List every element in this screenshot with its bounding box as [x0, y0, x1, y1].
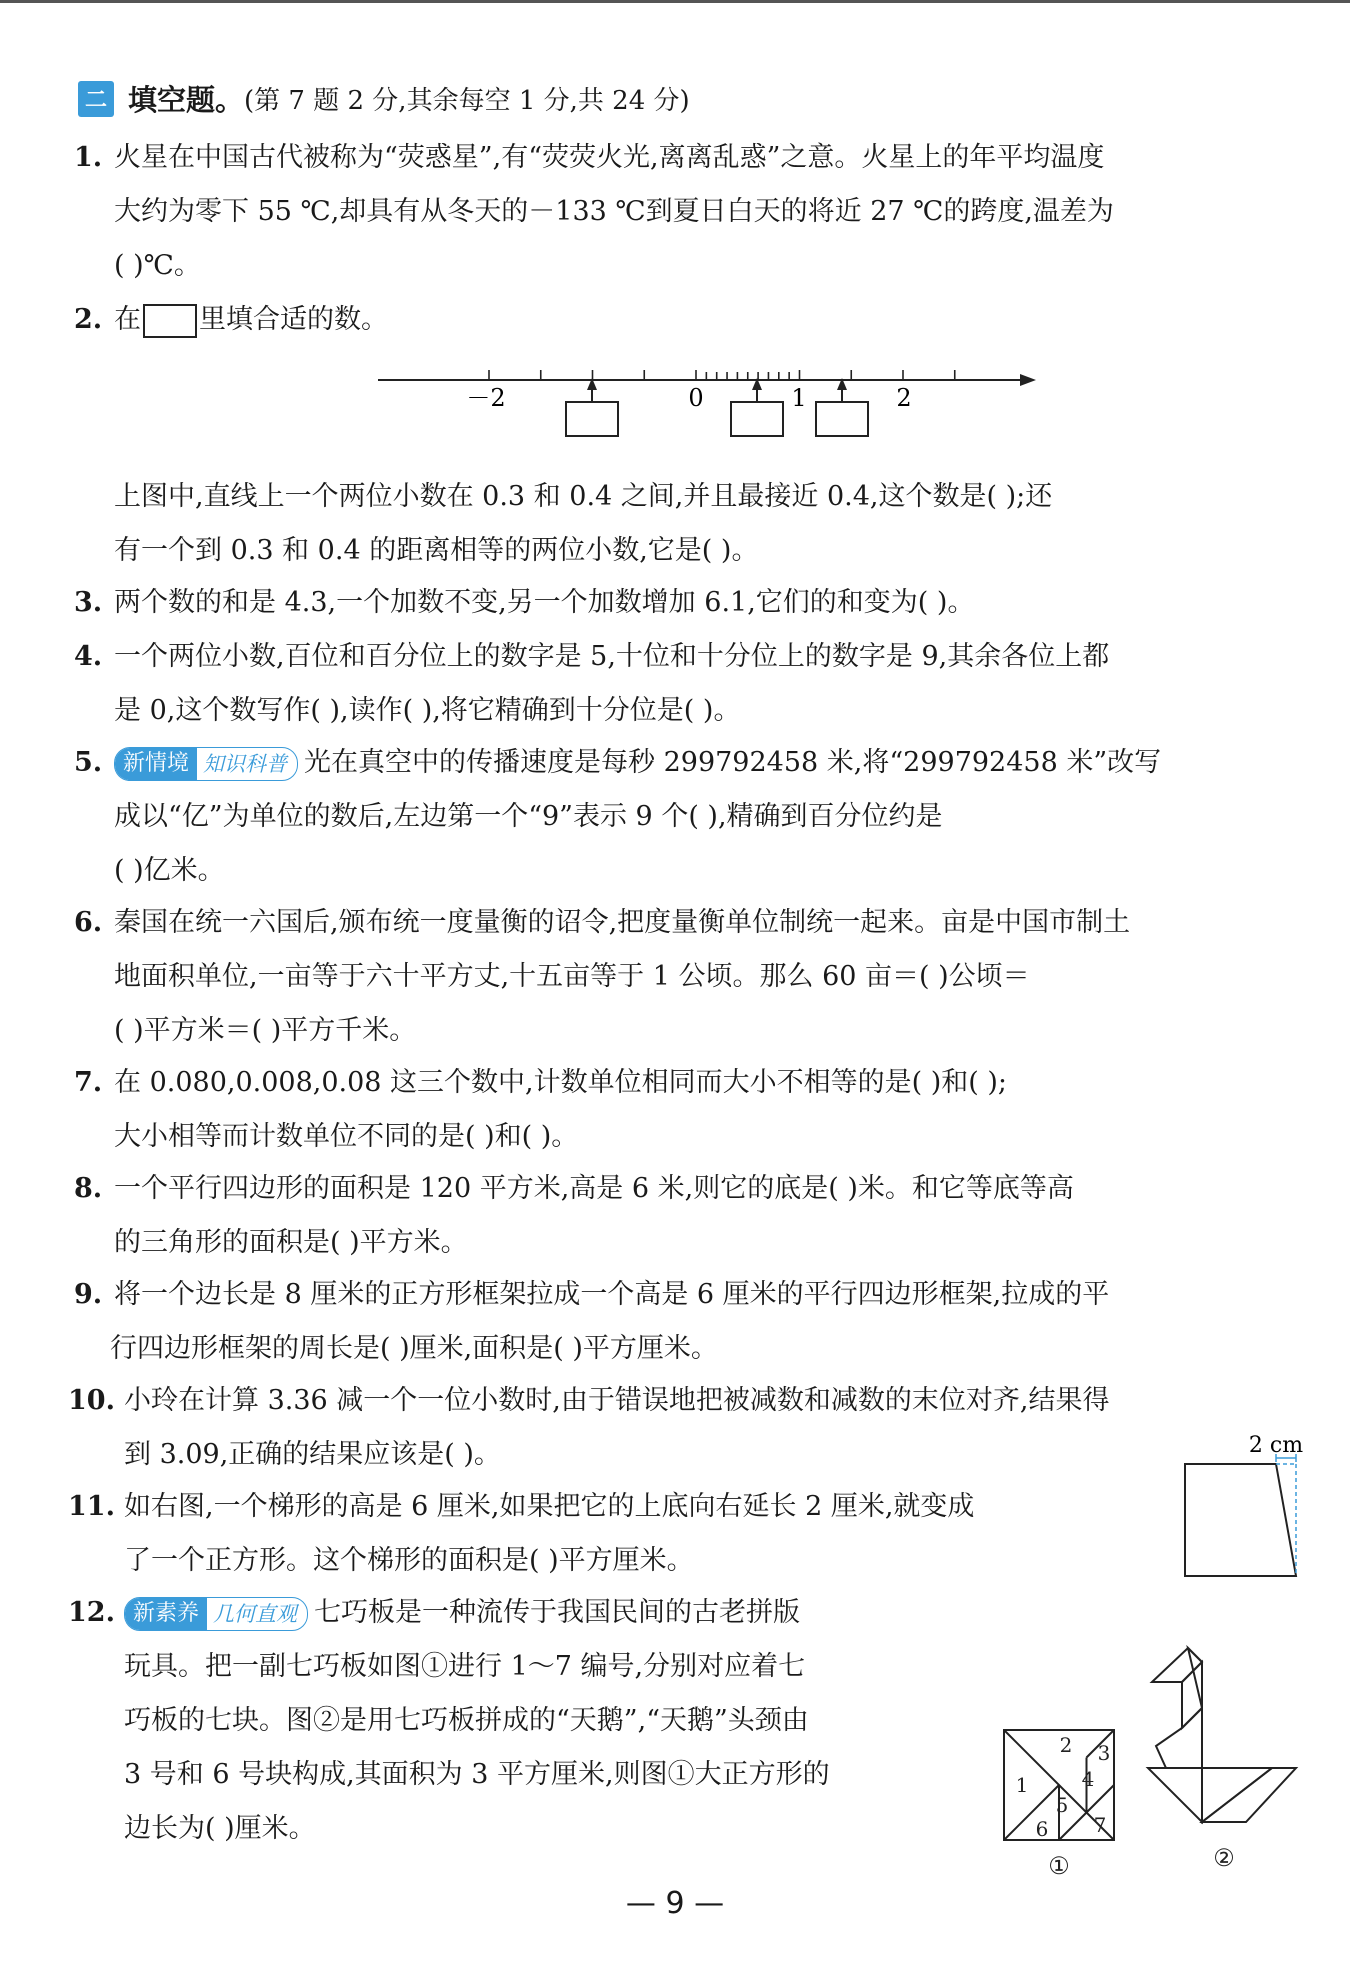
- question-10: [68, 1374, 1109, 1482]
- question-text: ( )平方米＝( )平方千米。: [114, 1015, 417, 1046]
- number-line-figure: [0, 360, 1350, 480]
- question-text: 玩具。把一副七巧板如图①进行 1～7 编号,分别对应着七: [124, 1651, 806, 1682]
- piece-label: 2: [1059, 1733, 1073, 1757]
- question-number: 11.: [68, 1491, 115, 1522]
- question-text: 在 0.080,0.008,0.08 这三个数中,计数单位相同而大小不相等的是( )和( );: [114, 1067, 1008, 1098]
- new-literacy-tag: [124, 1597, 308, 1631]
- tangram-figure-2: [1142, 1628, 1302, 1878]
- section-note: (第 7 题 2 分,其余每空 1 分,共 24 分): [244, 86, 690, 116]
- question-11: [68, 1480, 974, 1588]
- question-12: [68, 1586, 830, 1856]
- tag-sub-label: 知识科普: [203, 751, 288, 776]
- question-text: 在: [114, 304, 141, 335]
- question-text: 有一个到 0.3 和 0.4 的距离相等的两位小数,它是( )。: [114, 535, 759, 566]
- arrow-head: [1020, 374, 1036, 386]
- question-number: 2.: [74, 304, 103, 335]
- question-text: 里填合适的数。: [199, 304, 388, 335]
- question-text: 一个平行四边形的面积是 120 平方米,高是 6 米,则它的底是( )米。和它等底等高: [114, 1173, 1074, 1204]
- question-2-text: [114, 470, 1052, 578]
- tag-label: 新素养: [125, 1598, 207, 1630]
- question-number: 8.: [74, 1173, 103, 1204]
- question-text: 是 0,这个数写作( ),读作( ),将它精确到十分位是( )。: [114, 695, 741, 726]
- section-badge: 二: [78, 81, 114, 117]
- question-text: 七巧板是一种流传于我国民间的古老拼版: [314, 1597, 801, 1628]
- question-number: 12.: [68, 1597, 115, 1628]
- question-text: 一个两位小数,百位和百分位上的数字是 5,十位和十分位上的数字是 9,其余各位上都: [114, 641, 1110, 672]
- question-text: 3 号和 6 号块构成,其面积为 3 平方厘米,则图①大正方形的: [124, 1759, 830, 1790]
- question-text: 地面积单位,一亩等于六十平方丈,十五亩等于 1 公顷。那么 60 亩＝( )公顷＝: [114, 961, 1030, 992]
- extension-label: 2 cm: [1248, 1433, 1304, 1458]
- section-header: [78, 78, 690, 119]
- swan-neck: [1188, 1648, 1202, 1708]
- question-number: 9.: [74, 1279, 103, 1310]
- question-text: 大约为零下 55 ℃,却具有从冬天的－133 ℃到夏日白天的将近 27 ℃的跨度,温差为: [114, 196, 1114, 227]
- swan-chest: [1156, 1708, 1202, 1768]
- question-8: [74, 1162, 1074, 1270]
- ticks: [489, 370, 955, 380]
- question-5: [74, 736, 1161, 898]
- tick-label-0: 0: [688, 384, 704, 412]
- question-3: [74, 576, 974, 630]
- question-text: 上图中,直线上一个两位小数在 0.3 和 0.4 之间,并且最接近 0.4,这个数是( );还: [114, 481, 1053, 512]
- tangram-edge: [1004, 1785, 1059, 1840]
- tag-sub-label: 几何直观: [213, 1601, 298, 1626]
- tick-label-2: 2: [896, 384, 912, 412]
- tick-label-1: 1: [791, 384, 807, 412]
- question-text: 秦国在统一六国后,颁布统一度量衡的诏令,把度量衡单位制统一起来。亩是中国市制土: [114, 907, 1131, 938]
- question-text: 行四边形框架的周长是( )厘米,面积是( )平方厘米。: [110, 1333, 718, 1364]
- section-title: 填空题。: [128, 83, 245, 117]
- new-context-tag: [114, 747, 298, 781]
- question-text: 的三角形的面积是( )平方米。: [114, 1227, 468, 1258]
- swan-body-left: [1148, 1768, 1202, 1822]
- tag-label: 新情境: [115, 748, 197, 780]
- piece-label: 3: [1097, 1741, 1111, 1765]
- question-text: 将一个边长是 8 厘米的正方形框架拉成一个高是 6 厘米的平行四边形框架,拉成的平: [114, 1279, 1110, 1310]
- question-text: 边长为( )厘米。: [124, 1813, 316, 1844]
- question-text: 大小相等而计数单位不同的是( )和( )。: [114, 1121, 579, 1152]
- question-number: 7.: [74, 1067, 103, 1098]
- question-text: 到 3.09,正确的结果应该是( )。: [124, 1439, 501, 1470]
- question-number: 5.: [74, 747, 103, 778]
- question-number: 6.: [74, 907, 103, 938]
- answer-box: [731, 402, 783, 436]
- tangram-figure-1: [1002, 1728, 1122, 1878]
- question-2: [74, 293, 388, 347]
- question-number: 3.: [74, 587, 103, 618]
- question-number: 10.: [68, 1385, 115, 1416]
- piece-label: 1: [1015, 1773, 1029, 1797]
- question-text: 如右图,一个梯形的高是 6 厘米,如果把它的上底向右延长 2 厘米,就变成: [124, 1491, 975, 1522]
- question-text: ( )℃。: [114, 250, 201, 281]
- question-number: 4.: [74, 641, 103, 672]
- answer-box: [816, 402, 868, 436]
- question-1: [74, 131, 1114, 293]
- figure-label: ①: [1048, 1852, 1070, 1880]
- question-text: 火星在中国古代被称为“荧惑星”,有“荧荧火光,离离乱惑”之意。火星上的年平均温度: [114, 142, 1105, 173]
- question-text: ( )亿米。: [114, 855, 225, 886]
- piece-label: 6: [1035, 1817, 1049, 1841]
- question-text: 小玲在计算 3.36 减一个一位小数时,由于错误地把被减数和减数的末位对齐,结果得: [124, 1385, 1110, 1416]
- question-text: 了一个正方形。这个梯形的面积是( )平方厘米。: [124, 1545, 694, 1576]
- question-text: 光在真空中的传播速度是每秒 299792458 米,将“299792458 米”改写: [304, 747, 1162, 778]
- question-text: 两个数的和是 4.3,一个加数不变,另一个加数增加 6.1,它们的和变为( )。: [114, 587, 975, 618]
- piece-label: 5: [1055, 1793, 1069, 1817]
- question-text: 成以“亿”为单位的数后,左边第一个“9”表示 9 个( ),精确到百分位约是: [114, 801, 943, 832]
- question-6: [74, 896, 1130, 1058]
- answer-box: [143, 304, 197, 338]
- question-7: [74, 1056, 1007, 1164]
- page-number: — 9 —: [625, 1886, 725, 1921]
- swan-tail: [1202, 1768, 1296, 1822]
- question-text: 巧板的七块。图②是用七巧板拼成的“天鹅”,“天鹅”头颈由: [124, 1705, 809, 1736]
- tick-label-minus-2: －2: [466, 384, 506, 412]
- trapezoid-shape: [1185, 1464, 1296, 1576]
- question-number: 1.: [74, 142, 103, 173]
- top-border: [0, 0, 1350, 3]
- question-4: [74, 630, 1109, 738]
- piece-label: 4: [1081, 1767, 1095, 1791]
- figure-label: ②: [1213, 1844, 1235, 1872]
- trapezoid-figure: [1180, 1432, 1320, 1572]
- piece-label: 7: [1093, 1813, 1107, 1837]
- answer-box: [566, 402, 618, 436]
- question-9: [74, 1268, 1109, 1376]
